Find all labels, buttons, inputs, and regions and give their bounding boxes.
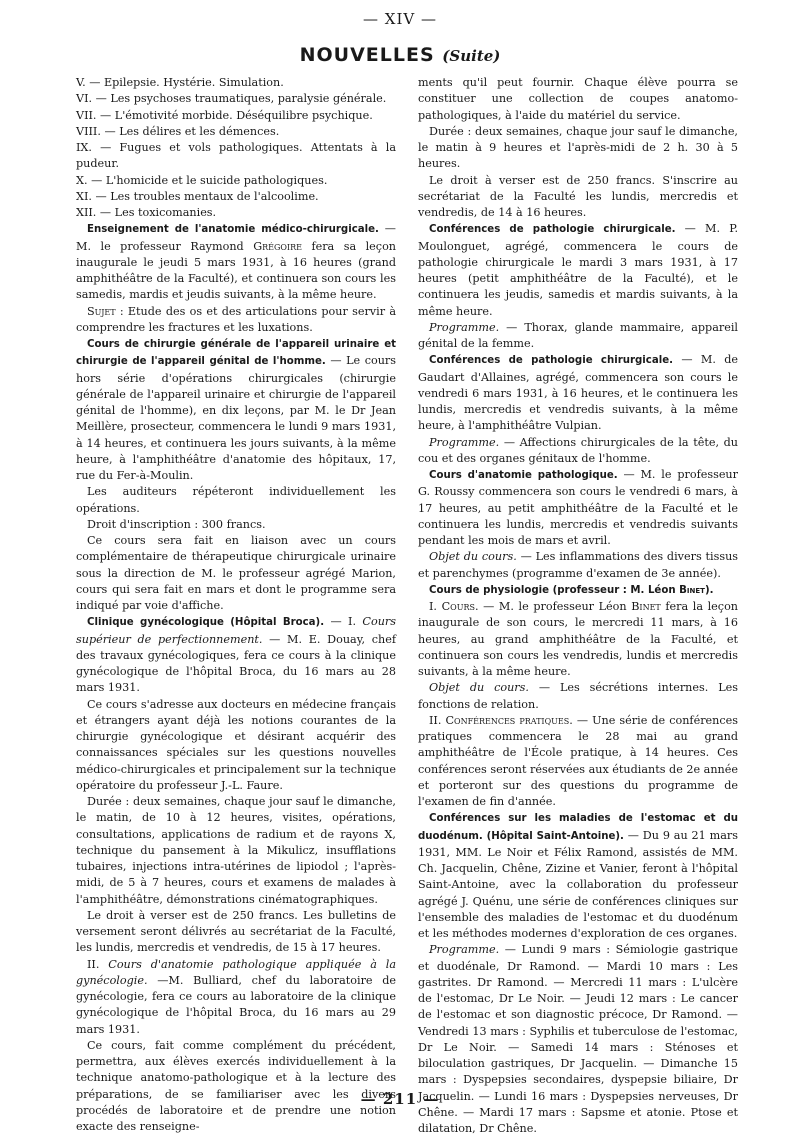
paragraph-physiologie-heading: Cours de physiologie (professeur : M. Léon Binet). bbox=[429, 584, 714, 596]
list-item: V. — Epilepsie. Hystérie. Simulation. bbox=[76, 76, 284, 89]
list-item: VII. — L'émotivité morbide. Déséquilibre psychique. bbox=[76, 108, 373, 122]
left-column bbox=[76, 75, 396, 1135]
paragraph-pathologie-1: Conférences de pathologie chirurgicale. — M. P. Moulonguet, agrégé, commencera le cours de pathologie chirurgicale le mardi 3 mars 1931, à 17 heures (petit amphithéâtre de la Faculté), et le continuera les jeudis, samedis et mardis suivants, à la même heure. bbox=[418, 222, 739, 318]
right-column bbox=[418, 75, 738, 1137]
paragraph: Ce cours s'adresse aux docteurs en médecine français et étrangers ayant déjà les notions courantes de la chirurgie gynécologique et désirant acquérir des connaissances spéciales sur les questions nouvelles médico-chirurgicales et principalement sur la technique opératoire du professeur J.-L. Faure. bbox=[76, 697, 396, 792]
paragraph-anatomie-pathologique: Cours d'anatomie pathologique. — M. le professeur G. Roussy commencera son cours le vendredi 6 mars, à 17 heures, au petit amphithéâtre de la Faculté et le continuera les lundis, mercredis et vendredis suivants pendant les mois de mars et avril. bbox=[418, 468, 738, 547]
heading-estomac: Conférences sur les maladies de l'estomac et du duodénum. (Hôpital Saint-Antoine). bbox=[418, 813, 738, 842]
paragraph: Les auditeurs répéteront individuellement les opérations. bbox=[76, 485, 396, 515]
heading-anatomie-pathologique: Cours d'anatomie pathologique. bbox=[429, 470, 618, 481]
page-number: — 211 — bbox=[360, 1090, 440, 1108]
heading-pathologie-1: Conférences de pathologie chirurgicale. bbox=[429, 224, 676, 236]
heading-urinaire: Cours de chirurgie générale de l'appareil urinaire et chirurgie de l'appareil génital de l'homme. bbox=[76, 339, 396, 368]
paragraph: Le droit à verser est de 250 francs. S'inscrire au secrétariat de la Faculté les lundis, mercredis et vendredis, de 14 à 16 heures. bbox=[418, 173, 738, 219]
paragraph-objet: Objet du cours. — Les inflammations des divers tissus et parenchymes (programme d'examen de 3e année). bbox=[418, 550, 739, 580]
section-title-suffix: (Suite) bbox=[442, 47, 501, 65]
list-item: X. — L'homicide et le suicide pathologiques. bbox=[76, 173, 328, 187]
section-title bbox=[0, 44, 800, 66]
paragraph-programme: Programme. — Lundi 9 mars : Sémiologie gastrique et duodénale, Dr Ramond. — Mardi 10 mars : Les gastrites. Dr Ramond. — Mercredi 11 mars : L'ulcère de l'estomac, Dr Le Noir. — Jeudi 12 mars : Le cancer de l'estomac et son diagnostic précoce, Dr Ramond. — Vendredi 13 mars : Syphilis et tuberculose de l'estomac, Dr Le Noir. — Samedi 14 mars : Sténoses et biloculation gastriques, Dr Jacquelin. — Dimanche 15 mars : Dyspepsies secondaires, dyspepsie biliaire, Dr Jacquelin. — Lundi 16 mars : Dyspepsies nerveuses, Dr Chêne. — Mardi 17 mars : Sapsme et atonie. Ptose et dilatation, Dr Chêne. bbox=[418, 943, 738, 1135]
paragraph-estomac: Conférences sur les maladies de l'estomac et du duodénum. (Hôpital Saint-Antoine). — Du 9 au 21 mars 1931, MM. Le Noir et Félix Ramond, assistés de MM. Ch. Jacquelin, Chêne, Zizine et Vanier, feront à l'hôpital Saint-Antoine, avec la collaboration du professeur agrégé J. Quénu, une série de conférences cliniques sur l'ensemble des maladies de l'estomac et du duodénum et les méthodes modernes d'exploration de ces organes. bbox=[418, 813, 739, 940]
paragraph: Durée : deux semaines, chaque jour sauf le dimanche, le matin à 9 heures et l'après-midi de 2 h. 30 à 5 heures. bbox=[418, 124, 738, 171]
heading-pathologie-2: Conférences de pathologie chirurgicale. bbox=[429, 355, 673, 367]
heading-gynecologie: Clinique gynécologique (Hôpital Broca). bbox=[87, 617, 325, 629]
heading-physiologie: Cours de physiologie bbox=[429, 584, 550, 596]
running-header-page-number: — XIV — bbox=[363, 10, 437, 28]
paragraph: Durée : deux semaines, chaque jour sauf le dimanche, le matin, de 10 à 12 heures, visites, opérations, consultations, applications de radium et de rayons X, technique du pansement à la Mikulicz, insufflations tubaires, injections intra-utérines de lipiodol ; l'après-midi, de 5 à 7 heures, cours et examens de malades à l'amphithéâtre, démonstrations cinématographiques. bbox=[76, 795, 396, 906]
list-item: VIII. — Les délires et les démences. bbox=[76, 124, 280, 138]
paragraph-gynecologie-ii: II. Cours d'anatomie pathologique appliquée à la gynécologie. —M. Bulliard, chef du laboratoire de gynécologie, fera ce cours au laboratoire de la clinique gynécologique de l'hôpital Broca, du 16 mars au 29 mars 1931. bbox=[76, 957, 396, 1036]
paragraph-programme: Programme. — Affections chirurgicales de la tête, du cou et des organes génitaux de l'homme. bbox=[418, 435, 738, 465]
paragraph-objet: Objet du cours. — Les sécrétions internes. Les fonctions de relation. bbox=[418, 681, 739, 711]
list-item: XII. — Les toxicomanies. bbox=[76, 206, 217, 219]
list-item: IX. — Fugues et vols pathologiques. Attentats à la pudeur. bbox=[76, 141, 396, 171]
section-title-text: NOUVELLES bbox=[299, 44, 435, 66]
paragraph-urinaire: Cours de chirurgie générale de l'appareil urinaire et chirurgie de l'appareil génital de l'homme. — Le cours hors série d'opérations chirurgicales (chirurgie générale de l'appareil urinaire et chirurgie de l'appareil génital de l'homme), en dix leçons, par M. le Dr Jean Meillère, prosecteur, commencera le lundi 9 mars 1931, à 14 heures, et continuera les jours suivants, à la même heure, à l'amphithéâtre d'anatomie des hôpitaux, 17, rue du Fer-à-Moulin. bbox=[76, 339, 396, 482]
paragraph: Droit d'inscription : 300 francs. bbox=[87, 517, 266, 531]
paragraph-physiologie-cours: I. Cours. — M. le professeur Léon Binet fera la leçon inaugurale de son cours, le mercredi 11 mars, à 16 heures, au grand amphithéâtre de la Faculté, et continuera son cours les vendredis, lundis et mercredis suivants, à la même heure. bbox=[418, 600, 739, 678]
list-item: VI. — Les psychoses traumatiques, paralysie générale. bbox=[76, 92, 387, 106]
paragraph-gynecologie: Clinique gynécologique (Hôpital Broca). — I. Cours supérieur de perfectionnement. — M. E. Douay, chef des travaux gynécologiques, fera ce cours à la clinique gynécologique de l'hôpital Broca, du 16 mars au 28 mars 1931. bbox=[76, 615, 396, 695]
paragraph: Ce cours, fait comme complément du précédent, permettra, aux élèves exercés individuellement à la technique anatomo-pathologique et à la lecture des préparations, de se familiariser avec les divers procédés de laboratoire et de prendre une notion exacte des renseigne- bbox=[76, 1038, 396, 1133]
person-name: Grégoire bbox=[253, 239, 302, 253]
paragraph-anatomie: Enseignement de l'anatomie médico-chirurgicale. — M. le professeur Raymond Grégoire fera sa leçon inaugurale le jeudi 5 mars 1931, à 16 heures (grand amphithéâtre de la Faculté), et continuera son cours les samedis, mardis et jeudis suivants, à la même heure. bbox=[76, 222, 397, 302]
paragraph-programme: Programme. — Thorax, glande mammaire, appareil génital de la femme. bbox=[418, 320, 738, 350]
paragraph-anatomie-sujet: Sujet : Etude des os et des articulations pour servir à comprendre les fractures et les luxations. bbox=[76, 304, 396, 334]
list-item: XI. — Les troubles mentaux de l'alcoolime. bbox=[76, 189, 319, 203]
paragraph-pathologie-2: Conférences de pathologie chirurgicale. — M. de Gaudart d'Allaines, agrégé, commencera son cours le vendredi 6 mars 1931, à 16 heures, et le continuera les lundis, mercredis et vendredis suivants, à la même heure, à l'amphithéâtre Vulpian. bbox=[418, 353, 739, 433]
paragraph: Ce cours sera fait en liaison avec un cours complémentaire de thérapeutique chirurgicale urinaire sous la direction de M. le professeur agrégé Marion, cours qui sera fait en mars et dont le programme sera indiqué par voie d'affiche. bbox=[76, 534, 396, 612]
heading-anatomie: Enseignement de l'anatomie médico-chirurgicale. bbox=[87, 224, 379, 236]
paragraph: Le droit à verser est de 250 francs. Les bulletins de versement seront délivrés au secrétariat de la Faculté, les lundis, mercredis et vendredis, de 15 à 17 heures. bbox=[76, 908, 396, 955]
paragraph-physiologie-conferences: II. Conférences pratiques. — Une série de conférences pratiques commencera le 28 mai au grand amphithéâtre de l'École pratique, à 14 heures. Ces conférences seront réservées aux étudiants de 2e année et porteront sur des questions du programme de l'examen de fin d'année. bbox=[418, 713, 738, 808]
paragraph: ments qu'il peut fournir. Chaque élève pourra se constituer une collection de coupes anatomo-pathologiques, à l'aide du matériel du service. bbox=[418, 76, 738, 122]
